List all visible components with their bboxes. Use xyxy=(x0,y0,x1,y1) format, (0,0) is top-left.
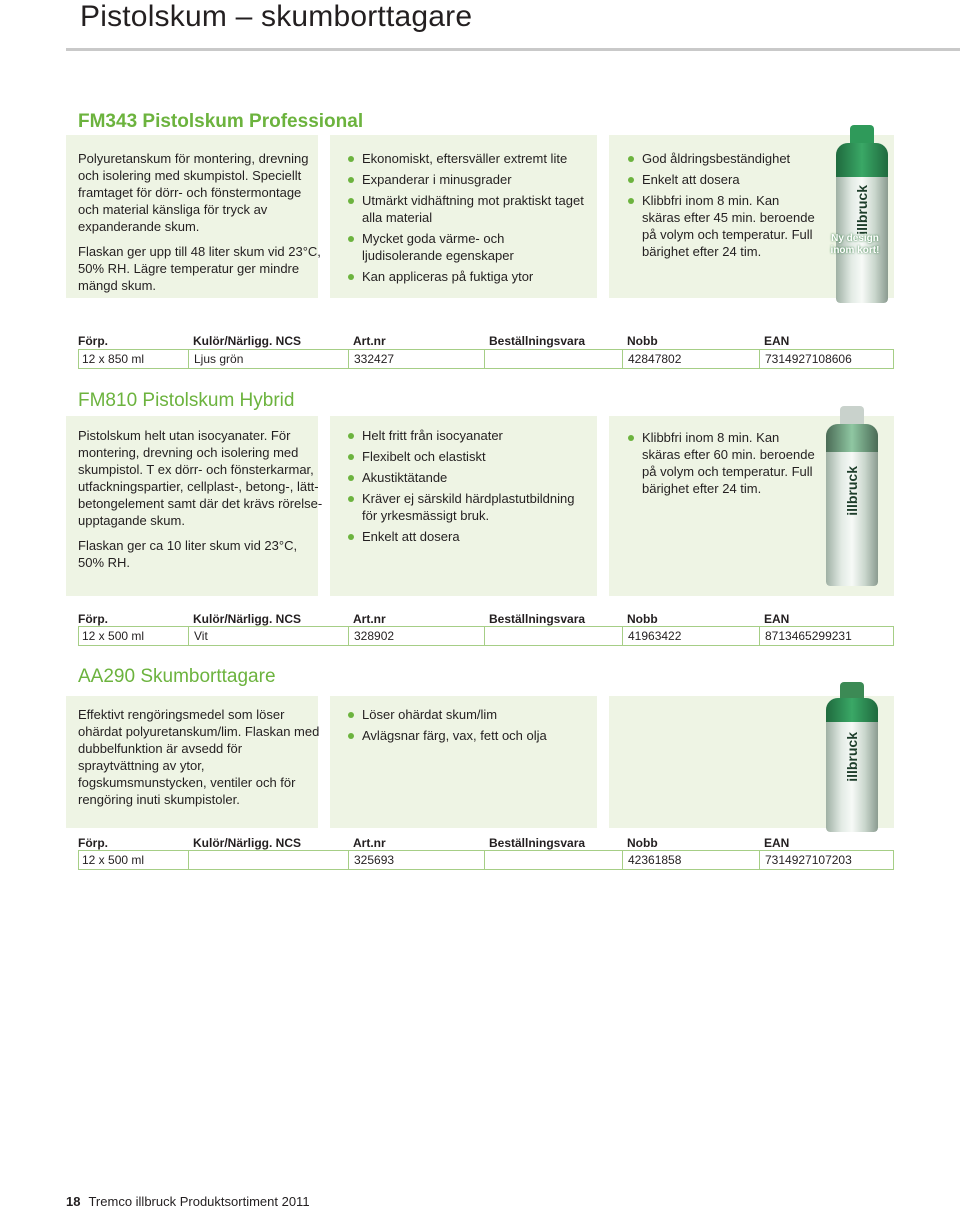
can-brand: illbruck xyxy=(844,732,860,782)
spec-cell: 12 x 850 ml xyxy=(82,352,145,366)
feature-item: Löser ohärdat skum/lim xyxy=(348,706,588,723)
spec-row xyxy=(78,850,894,870)
product-section-fm810 xyxy=(66,380,960,670)
feature-list xyxy=(348,150,584,289)
feature-item: Akustiktätande xyxy=(348,469,588,486)
product-can-image xyxy=(836,125,888,303)
product-description xyxy=(78,706,324,816)
description-paragraph: Flaskan ger upp till 48 liter skum vid 23°C, 50% RH. Lägre temperatur ger mindre mängd skum. xyxy=(78,244,321,293)
spec-cell: 8713465299231 xyxy=(765,629,852,643)
feature-item: Kan appliceras på fuktiga ytor xyxy=(348,268,584,285)
feature-list xyxy=(628,150,818,264)
product-can-image xyxy=(826,406,878,586)
feature-item: Ekonomiskt, eftersväller extremt lite xyxy=(348,150,584,167)
footer-text: Tremco illbruck Produktsortiment 2011 xyxy=(88,1194,310,1209)
feature-item: Klibbfri inom 8 min. Kan skäras efter 60 min. beroende på volym och temperatur. Full bärighet efter 24 tim. xyxy=(628,429,818,497)
spec-cell: Ljus grön xyxy=(194,352,244,366)
spec-header: Förp. Kulör/Närligg. NCS Art.nr Beställningsvara Nobb EAN xyxy=(78,836,790,850)
feature-item: Mycket goda värme- och ljudisolerande egenskaper xyxy=(348,230,584,264)
spec-cell: 328902 xyxy=(354,629,395,643)
spec-cell: Vit xyxy=(194,629,208,643)
spec-header: Förp. Kulör/Närligg. NCS Art.nr Beställningsvara Nobb EAN xyxy=(78,334,790,348)
spec-cell: 42847802 xyxy=(628,352,682,366)
feature-item: Utmärkt vidhäftning mot praktiskt taget alla material xyxy=(348,192,584,226)
product-title: FM343 Pistolskum Professional xyxy=(78,111,364,132)
product-can-image xyxy=(826,682,878,832)
spec-cell: 332427 xyxy=(354,352,395,366)
page-footer xyxy=(66,1194,310,1209)
feature-item: Expanderar i minusgrader xyxy=(348,171,584,188)
feature-list xyxy=(348,706,588,748)
page-number: 18 xyxy=(66,1194,81,1209)
spec-cell: 42361858 xyxy=(628,853,682,867)
feature-item: Enkelt att dosera xyxy=(628,171,818,188)
spec-cell: 7314927108606 xyxy=(765,352,852,366)
feature-item: Helt fritt från isocyanater xyxy=(348,427,588,444)
product-section-fm343 xyxy=(66,97,960,382)
product-title: AA290 Skumborttagare xyxy=(78,666,276,687)
description-paragraph: Flaskan ger ca 10 liter skum vid 23°C, 50% RH. xyxy=(78,538,298,570)
product-description xyxy=(78,427,324,579)
new-design-badge: Ny design inom kort! xyxy=(830,233,880,256)
feature-list xyxy=(628,429,818,501)
feature-item: Enkelt att dosera xyxy=(348,528,588,545)
title-rule xyxy=(66,48,960,51)
spec-cell: 7314927107203 xyxy=(765,853,852,867)
description-paragraph: Effektivt rengöringsmedel som löser ohärdat polyuretanskum/lim. Flaskan med dubbelfunktion är avsedd för spraytvättning av ytor, fogskumsmunstycken, ventiler och för rengöring inuti skumpistoler. xyxy=(78,707,320,807)
feature-item: Klibbfri inom 8 min. Kan skäras efter 45 min. beroende på volym och temperatur. Full bärighet efter 24 tim. xyxy=(628,192,818,260)
feature-item: God åldringsbeständighet xyxy=(628,150,818,167)
spec-cell: 41963422 xyxy=(628,629,682,643)
page-title: Pistolskum – skumborttagare xyxy=(80,0,473,33)
spec-cell: 12 x 500 ml xyxy=(82,629,145,643)
spec-row xyxy=(78,349,894,369)
can-brand: illbruck xyxy=(854,185,870,235)
spec-row xyxy=(78,626,894,646)
spec-cell: 12 x 500 ml xyxy=(82,853,145,867)
description-paragraph: Pistolskum helt utan isocyanater. För montering, drevning och isolering med skumpistol. T ex dörr- och fönsterkarmar, utfackningspartier, cellplast-, betong-, lätt-betongelement samt där det krävs rörelse-upptagande skum. xyxy=(78,428,323,528)
description-paragraph: Polyuretanskum för montering, drevning och isolering med skumpistol. Speciellt framtaget för dörr- och fönstermontage och material känsliga för tryck av expanderande skum. xyxy=(78,151,309,234)
feature-item: Flexibelt och elastiskt xyxy=(348,448,588,465)
feature-item: Kräver ej särskild härdplastutbildning för yrkesmässigt bruk. xyxy=(348,490,588,524)
can-brand: illbruck xyxy=(844,466,860,516)
spec-header: Förp. Kulör/Närligg. NCS Art.nr Beställningsvara Nobb EAN xyxy=(78,612,790,626)
feature-list xyxy=(348,427,588,549)
spec-cell: 325693 xyxy=(354,853,395,867)
product-section-aa290 xyxy=(66,656,960,876)
feature-item: Avlägsnar färg, vax, fett och olja xyxy=(348,727,588,744)
product-description xyxy=(78,150,324,302)
product-title: FM810 Pistolskum Hybrid xyxy=(78,390,295,411)
